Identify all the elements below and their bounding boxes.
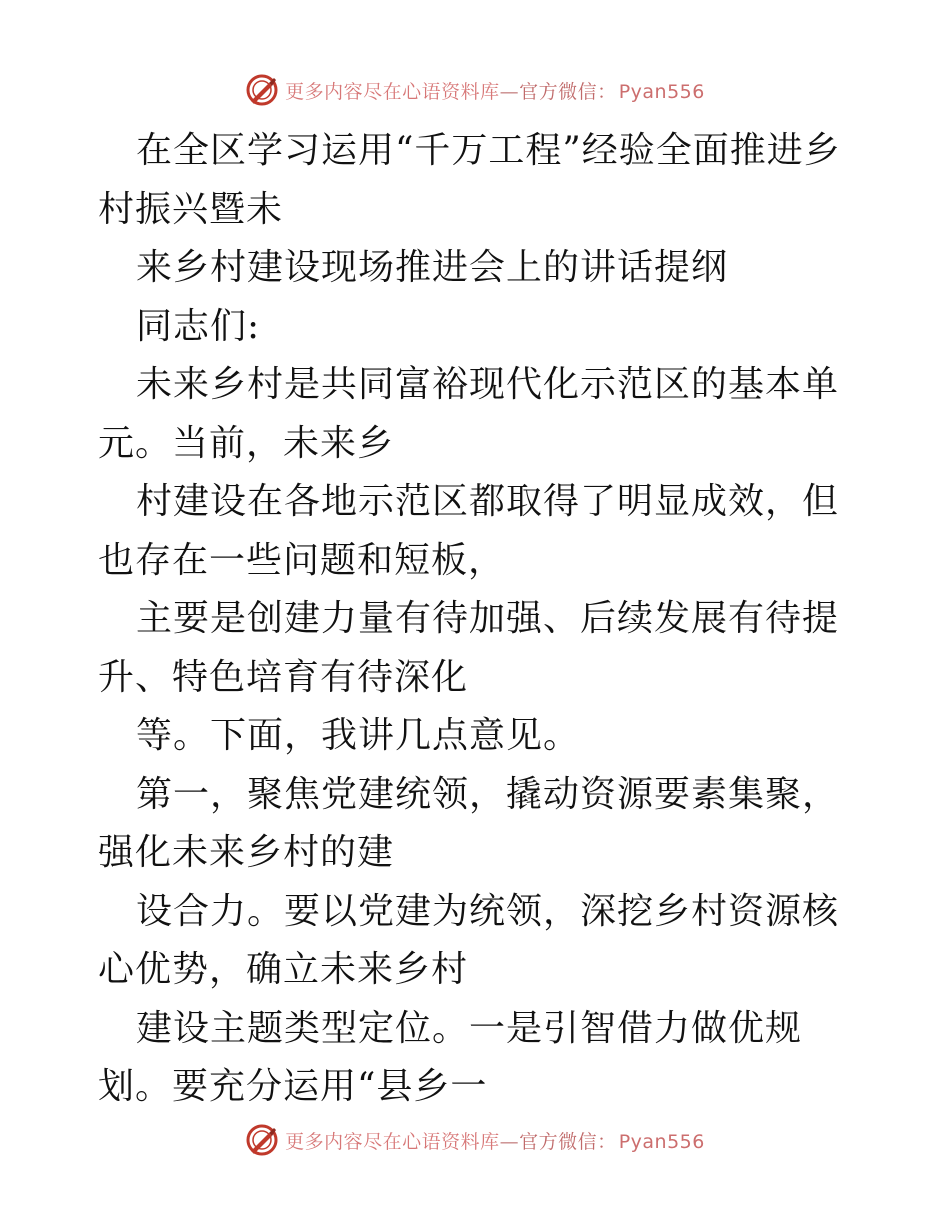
paragraph: 村建设在各地示范区都取得了明显成效，但也存在一些问题和短板， <box>98 481 840 581</box>
paragraph: 未来乡村是共同富裕现代化示范区的基本单元。当前，未来乡 <box>98 364 840 464</box>
paragraph: 主要是创建力量有待加强、后续发展有待提升、特色培育有待深化 <box>98 598 840 698</box>
watermark-text <box>285 77 705 104</box>
watermark-official: 官方微信： <box>519 80 617 103</box>
watermark-separator: — <box>499 1130 520 1153</box>
watermark-brand: 更多内容尽在心语资料库 <box>285 1130 500 1153</box>
watermark-id: Pyan556 <box>618 80 705 103</box>
paragraph: 等。下面，我讲几点意见。 <box>136 715 581 756</box>
document-body <box>98 122 858 1117</box>
brand-logo-icon <box>245 1123 279 1157</box>
watermark-text <box>285 1127 705 1154</box>
paragraph: 在全区学习运用“千万工程”经验全面推进乡村振兴暨未 <box>98 130 841 230</box>
footer-watermark <box>0 1120 950 1160</box>
watermark-separator: — <box>499 80 520 103</box>
watermark-brand: 更多内容尽在心语资料库 <box>285 80 500 103</box>
paragraph: 建设主题类型定位。一是引智借力做优规划。要充分运用“县乡一 <box>98 1007 803 1107</box>
header-watermark <box>0 70 950 110</box>
paragraph: 第一，聚焦党建统领，撬动资源要素集聚，强化未来乡村的建 <box>98 773 840 873</box>
brand-logo-icon <box>245 73 279 107</box>
paragraph: 设合力。要以党建为统领，深挖乡村资源核心优势，确立未来乡村 <box>98 890 840 990</box>
watermark-id: Pyan556 <box>618 1130 705 1153</box>
paragraph: 同志们: <box>136 305 261 347</box>
paragraph: 来乡村建设现场推进会上的讲话提纲 <box>136 247 729 288</box>
watermark-official: 官方微信： <box>519 1130 617 1153</box>
